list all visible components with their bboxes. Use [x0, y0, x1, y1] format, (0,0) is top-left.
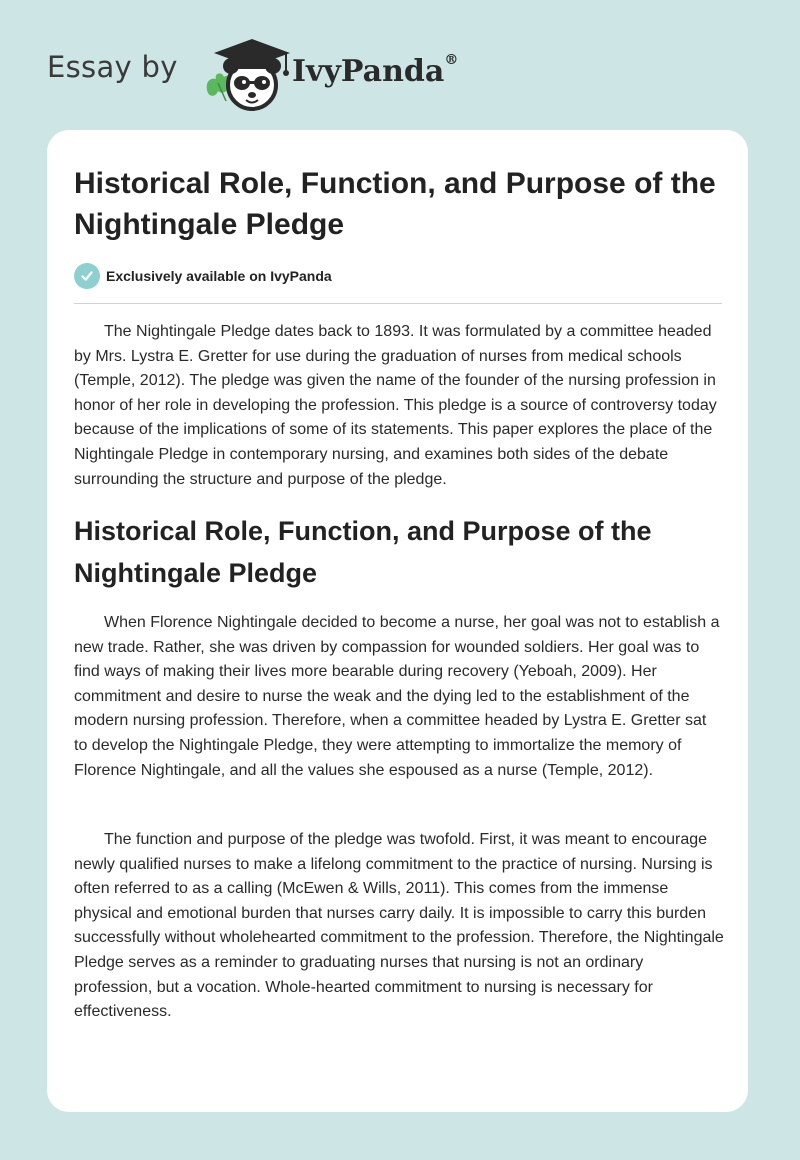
essay-title: Historical Role, Function, and Purpose of the Nightingale Pledge — [74, 167, 716, 241]
section-heading: Historical Role, Function, and Purpose of the Nightingale Pledge — [74, 516, 652, 588]
exclusive-label: Exclusively available on IvyPanda — [106, 268, 332, 284]
intro-paragraph: The Nightingale Pledge dates back to 1893. It was formulated by a committee headed by Mrs. Lystra E. Gretter for use during the graduation of nurses from medical schools (Temple, 2012). The pledge was given the name of the founder of the nursing profession in honor of her role in developing the profession. This pledge is a source of controversy today because of the implications of some of its statements. This paper explores the place of the Nightingale Pledge in contemporary nursing, and examines both sides of the debate surrounding the structure and purpose of the pledge. — [74, 323, 717, 488]
site-header — [0, 0, 800, 130]
body-paragraph-2: The function and purpose of the pledge was twofold. First, it was meant to encourage newly qualified nurses to make a lifelong commitment to the practice of nursing. Nursing is often referred to as a calling (McEwen & Wills, 2011). This comes from the immense physical and emotional burden that nurses carry daily. It is impossible to carry this burden successfully without wholehearted commitment to the profession. Therefore, the Nightingale Pledge serves as a reminder to graduating nurses that nursing is not an ordinary profession, but a vocation. Whole-hearted commitment to nursing is necessary for effectiveness. — [74, 831, 724, 1021]
essay-card — [47, 130, 748, 1112]
brand-name: IvyPanda — [292, 54, 445, 89]
exclusive-badge — [74, 263, 332, 289]
ivypanda-brand-logo[interactable] — [292, 54, 458, 89]
essay-by-label: Essay by — [47, 50, 178, 84]
ivypanda-panda-logo-icon[interactable] — [200, 33, 292, 113]
registered-mark: ® — [444, 52, 459, 68]
check-circle-icon — [74, 263, 100, 289]
body-paragraph-1: When Florence Nightingale decided to become a nurse, her goal was not to establish a new trade. Rather, she was driven by compassion for wounded soldiers. Her goal was to find ways of making their lives more bearable during recovery (Yeboah, 2009). Her commitment and desire to nurse the weak and the dying led to the establishment of the modern nursing profession. Therefore, when a committee headed by Lystra E. Gretter sat to develop the Nightingale Pledge, they were attempting to immortalize the memory of Florence Nightingale, and all the values she espoused as a nurse (Temple, 2012). — [74, 614, 720, 779]
title-divider — [74, 303, 722, 304]
